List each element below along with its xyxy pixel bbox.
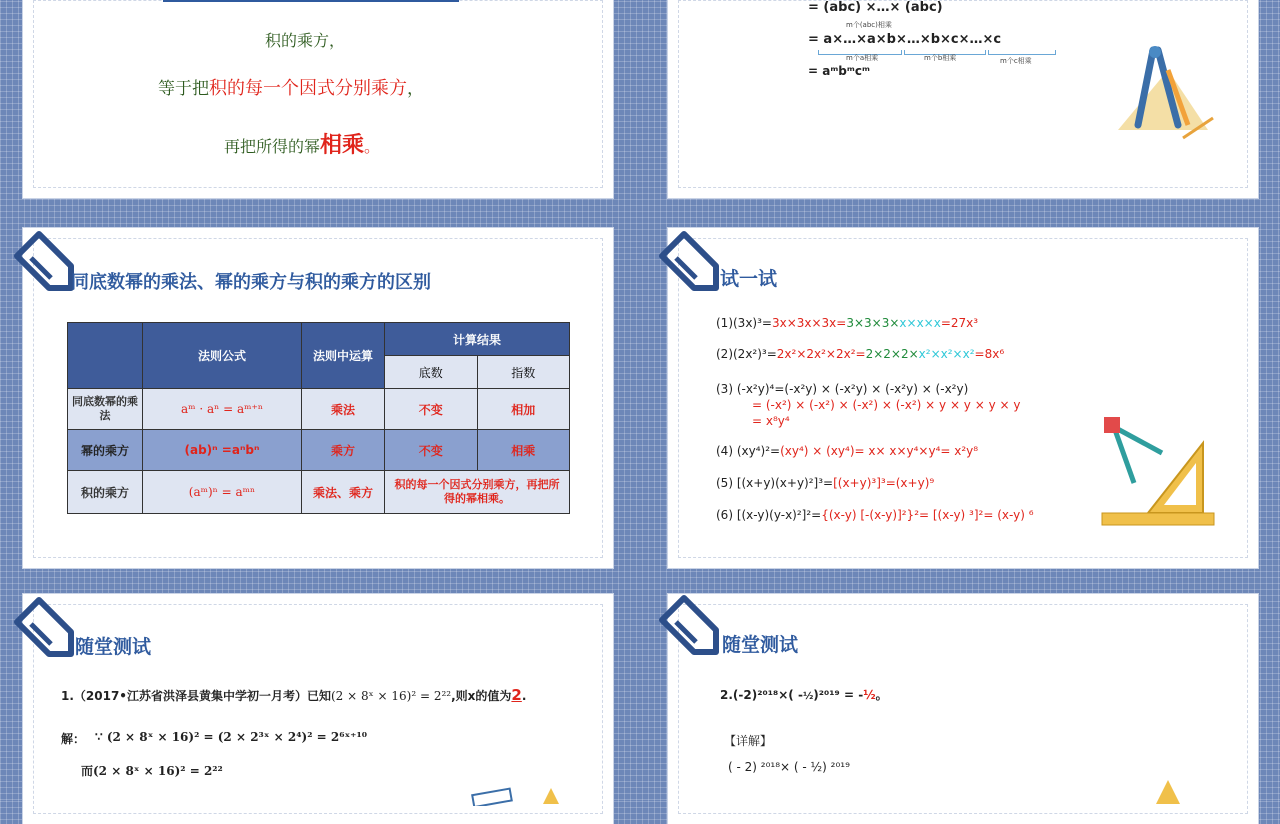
row-exponent: 相乘 — [477, 430, 570, 471]
ex1-coeff: 3×3×3× — [846, 316, 900, 330]
row-operation: 乘法 — [302, 389, 385, 430]
brace-c — [988, 50, 1056, 55]
ex1-result: =27x³ — [940, 316, 979, 330]
slide-2[interactable] — [668, 0, 1258, 198]
slide-6-title: 随堂测试 — [722, 634, 799, 656]
slide-6[interactable] — [668, 594, 1258, 824]
quiz-question-2 — [720, 686, 888, 703]
q2-expression: 2.(-2)²⁰¹⁸×( - — [720, 688, 803, 702]
ex2-vars: x²×x²×x² — [918, 347, 975, 361]
q1-prompt: ,则x的值为 — [451, 689, 512, 703]
exercise-5 — [716, 476, 934, 490]
ex2-lhs: (2)(2x²)³= — [716, 347, 777, 361]
row-formula: aᵐ · aⁿ = aᵐ⁺ⁿ — [143, 389, 302, 430]
row-name: 积的乘方 — [68, 471, 143, 514]
row-operation: 乘方 — [302, 430, 385, 471]
q2-equals: )²⁰¹⁹ = - — [813, 688, 864, 702]
detail-line-1: ( - 2) ²⁰¹⁸× ( - ½) ²⁰¹⁹ — [728, 760, 850, 774]
rule-line-2 — [158, 74, 424, 100]
q2-answer: ½ — [863, 688, 876, 702]
row-formula: (aᵐ)ⁿ = aᵐⁿ — [143, 471, 302, 514]
ex1-lhs: (1)(3x)³= — [716, 316, 772, 330]
slide-1-top-bar — [163, 0, 459, 2]
ex2-result: =8x⁶ — [974, 347, 1005, 361]
compass-icon — [1108, 40, 1218, 150]
ex5-step: [(x+y)³]³=(x+y)⁹ — [833, 476, 935, 490]
solution-line-2: 而(2 × 8ˣ × 16)² = 2²² — [81, 764, 223, 778]
table-row — [68, 389, 570, 430]
exercise-6 — [716, 508, 1034, 522]
ex2-coeff: 2×2×2× — [865, 347, 919, 361]
rule-line-2-pre: 等于把 — [158, 79, 209, 99]
q1-source: 1.（2017•江苏省洪泽县黄集中学初一月考）已知 — [61, 689, 331, 703]
ex6-step: {(x-y) [-(x-y)]²}²= [(x-y) ³]²= (x-y) ⁶ — [821, 508, 1034, 522]
detail-label: 【详解】 — [724, 734, 773, 748]
header-exponent: 指数 — [477, 356, 570, 389]
slide-3[interactable] — [23, 228, 613, 568]
slide-4[interactable] — [668, 228, 1258, 568]
row-combined-result: 积的每一个因式分别乘方，再把所得的幂相乘。 — [385, 471, 570, 514]
rule-line-2-post: ， — [407, 79, 424, 99]
row-exponent: 相加 — [477, 389, 570, 430]
table-row — [68, 430, 570, 471]
derivation-line-1: = (abc) ×…× (abc) — [808, 0, 943, 15]
exercise-3-line-3: = x⁸y⁴ — [752, 414, 790, 428]
exercise-3-line-1: (3) (-x²y)⁴=(-x²y) × (-x²y) × (-x²y) × (-x²y) — [716, 382, 969, 396]
ruler-icon — [471, 786, 561, 806]
slide-5-title: 随堂测试 — [75, 636, 152, 658]
brace-label-a: m个a相乘 — [846, 54, 879, 62]
rule-line-3-highlight: 相乘 — [320, 133, 365, 158]
slide-4-title: 试一试 — [720, 268, 778, 290]
header-formula: 法则公式 — [143, 323, 302, 389]
ex1-vars: x×x×x — [899, 316, 941, 330]
ex6-lhs: (6) [(x-y)(y-x)²]²= — [716, 508, 822, 522]
pencil-tag-icon — [656, 226, 726, 296]
q1-period: . — [521, 689, 527, 703]
comparison-table — [67, 322, 570, 514]
table-row — [68, 471, 570, 514]
ex5-lhs: (5) [(x+y)(x+y)²]³= — [716, 476, 834, 490]
rule-line-1: 积的乘方， — [265, 31, 346, 50]
q2-fraction: ½ — [802, 691, 814, 702]
q1-answer: 2 — [511, 686, 522, 704]
rule-line-3 — [224, 128, 380, 159]
slide-3-title: 同底数幂的乘法、幂的乘方与积的乘方的区别 — [71, 272, 431, 293]
brace-label-c: m个c相乘 — [1000, 57, 1032, 65]
table-corner — [68, 323, 143, 389]
row-operation: 乘法、乘方 — [302, 471, 385, 514]
brace-label-abc: m个(abc)相乘 — [846, 21, 892, 29]
ex4-lhs: (4) (xy⁴)²= — [716, 444, 781, 458]
exercise-2 — [716, 347, 1004, 361]
rule-line-3-pre: 再把所得的幂 — [224, 137, 321, 156]
row-base: 不变 — [385, 389, 478, 430]
ex2-step: 2x²×2x²×2x²= — [776, 347, 866, 361]
solution-label: 解： — [61, 732, 86, 746]
slide-5[interactable] — [23, 594, 613, 824]
solution-line-1: ∵ (2 × 8ˣ × 16)² = (2 × 2³ˣ × 2⁴)² = 2⁶ˣ⁺¹⁰ — [95, 730, 368, 744]
derivation-line-3: = aᵐbᵐcᵐ — [808, 64, 870, 78]
triangle-icon — [1148, 780, 1188, 804]
pencil-tag-icon — [656, 590, 726, 660]
ex1-step: 3x×3x×3x= — [771, 316, 847, 330]
compass-ruler-icon — [1098, 413, 1218, 528]
q1-expression: (2 × 8ˣ × 16)² = 2²² — [330, 689, 452, 703]
exercise-4 — [716, 444, 978, 458]
header-result: 计算结果 — [385, 323, 570, 356]
q2-period: 。 — [875, 688, 888, 702]
pencil-tag-icon — [11, 592, 81, 662]
rule-line-2-highlight: 积的每一个因式分别乘方 — [209, 78, 407, 99]
row-base: 不变 — [385, 430, 478, 471]
row-formula: (ab)ⁿ =aⁿbⁿ — [143, 430, 302, 471]
header-operation: 法则中运算 — [302, 323, 385, 389]
ex4-step: (xy⁴) × (xy⁴)= x× x×y⁴×y⁴= x²y⁸ — [780, 444, 979, 458]
rule-line-3-post: 。 — [364, 137, 381, 156]
exercise-1 — [716, 316, 978, 330]
exercise-3-line-2: = (-x²) × (-x²) × (-x²) × (-x²) × y × y × y × y — [752, 398, 1021, 412]
row-name: 幂的乘方 — [68, 430, 143, 471]
row-name: 同底数幂的乘法 — [68, 389, 143, 430]
quiz-question-1 — [61, 686, 526, 704]
header-base: 底数 — [385, 356, 478, 389]
derivation-line-2: = a×…×a×b×…×b×c×…×c — [808, 32, 1002, 47]
slide-1[interactable] — [23, 0, 613, 198]
brace-label-b: m个b相乘 — [924, 54, 957, 62]
